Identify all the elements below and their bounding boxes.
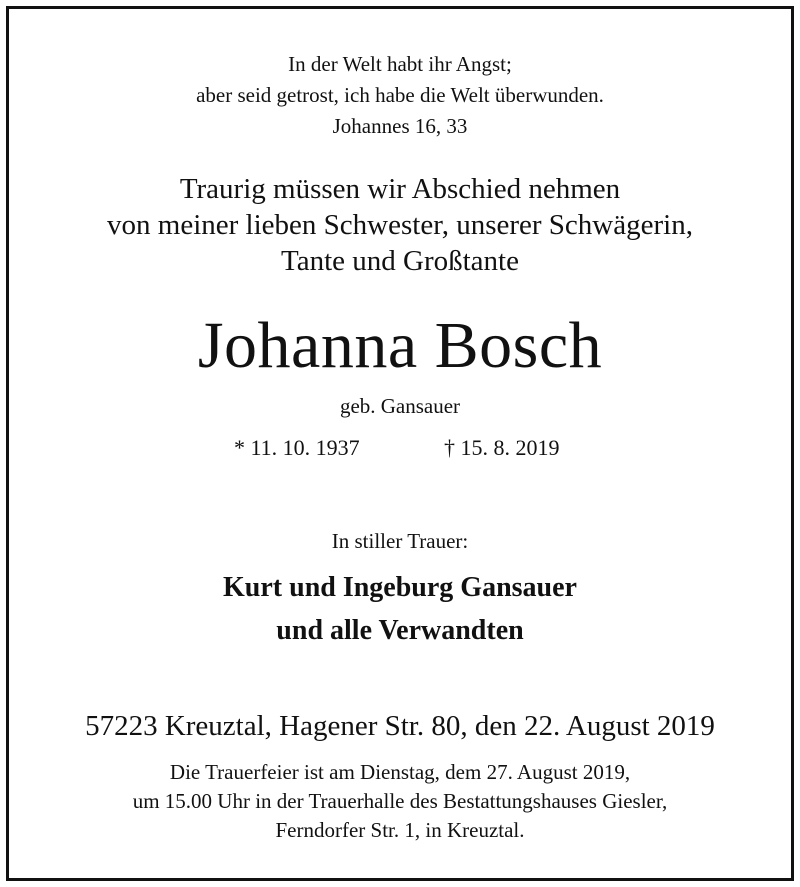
verse-line: aber seid getrost, ich habe die Welt überwunden.	[196, 83, 604, 107]
service-line: Ferndorfer Str. 1, in Kreuztal.	[275, 818, 525, 842]
life-dates	[9, 437, 791, 461]
intro-line: von meiner lieben Schwester, unserer Schwägerin,	[107, 209, 693, 241]
death-date: † 15. 8. 2019	[444, 435, 560, 460]
intro-line: Traurig müssen wir Abschied nehmen	[179, 173, 621, 205]
verse-reference: Johannes 16, 33	[332, 114, 468, 138]
place-and-date: 57223 Kreuztal, Hagener Str. 80, den 22. August 2019	[85, 710, 715, 742]
maiden-name: geb. Gansauer	[339, 394, 461, 418]
deceased-name: Johanna Bosch	[197, 309, 603, 382]
service-line: Die Trauerfeier ist am Dienstag, dem 27. August 2019,	[169, 760, 631, 784]
mourners-line: Kurt und Ingeburg Gansauer	[223, 572, 577, 603]
obituary-notice	[6, 6, 794, 881]
mourners-line: und alle Verwandten	[276, 615, 524, 646]
intro-line: Tante und Großtante	[281, 245, 519, 277]
service-line: um 15.00 Uhr in der Trauerhalle des Bestattungshauses Giesler,	[132, 789, 668, 813]
verse-line: In der Welt habt ihr Angst;	[288, 52, 512, 76]
birth-date: * 11. 10. 1937	[234, 435, 360, 460]
mourning-intro: In stiller Trauer:	[331, 529, 469, 553]
